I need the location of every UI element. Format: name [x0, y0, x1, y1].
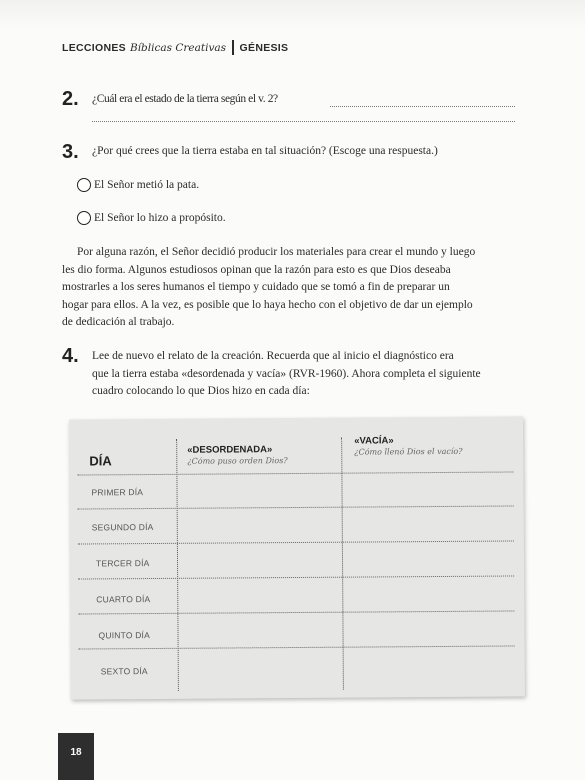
q4-line: cuadro colocando lo que Dios hizo en cada día:	[92, 385, 310, 397]
option-1[interactable]	[77, 178, 199, 192]
disordered-column-subtitle: ¿Cómo puso orden Dios?	[187, 456, 288, 466]
q4-line: que la tierra estaba «desordenada y vacía» (RVR-1960). Ahora completa el siguiente	[92, 367, 481, 380]
question-4-text	[92, 348, 522, 401]
row-divider	[78, 610, 514, 614]
book-title: GÉNESIS	[239, 41, 289, 54]
question-4-number: 4.	[62, 345, 79, 367]
para-line: mostrarles a los seres humanos el tiempo y cuidado que se tomó a fin de preparar un	[62, 281, 450, 293]
row-label-day-5: QUINTO DÍA	[98, 630, 151, 641]
column-divider-1	[176, 439, 179, 691]
row-divider	[77, 471, 513, 475]
running-header	[62, 40, 288, 55]
option-2-radio[interactable]	[77, 211, 91, 225]
question-2-number: 2.	[62, 88, 79, 110]
top-shadow	[0, 0, 585, 30]
series-script-title: Bíblicas Creativas	[129, 41, 227, 54]
empty-column-title: «VACÍA»	[354, 435, 394, 447]
row-label-day-2: SEGUNDO DÍA	[91, 522, 154, 533]
row-divider	[78, 505, 514, 509]
question-3-number: 3.	[62, 141, 79, 163]
answer-line-2[interactable]	[92, 121, 515, 122]
option-1-radio[interactable]	[77, 178, 91, 192]
para-line: les dio forma. Algunos estudiosos opinan que la razón para esto es que Dios deseaba	[62, 263, 451, 276]
row-divider	[78, 575, 514, 579]
para-line: Por alguna razón, el Señor decidió producir los materiales para crear el mundo y luego	[77, 246, 476, 258]
option-2[interactable]	[77, 211, 226, 225]
row-label-day-3: TERCER DÍA	[95, 558, 150, 569]
para-line: de dedicación al trabajo.	[62, 316, 175, 328]
header-separator	[232, 40, 234, 55]
option-2-label: El Señor lo hizo a propósito.	[94, 212, 226, 224]
question-2-text: ¿Cuál era el estado de la tierra según el v. 2?	[92, 93, 278, 105]
page-number-tab	[58, 733, 94, 780]
row-label-day-6: SEXTO DÍA	[100, 666, 148, 677]
row-label-day-1: PRIMER DÍA	[91, 487, 144, 498]
creation-days-table	[69, 416, 525, 699]
empty-column-subtitle: ¿Cómo llenó Dios el vacío?	[354, 446, 463, 457]
row-divider	[78, 540, 514, 544]
row-label-day-4: CUARTO DÍA	[96, 594, 151, 605]
page-number: 18	[70, 747, 82, 758]
para-line: hogar para ellos. A la vez, es posible que lo haya hecho con el objetivo de dar un ejemplo	[62, 298, 473, 311]
series-title: LECCIONES	[62, 41, 126, 54]
day-column-header: DÍA	[89, 453, 112, 469]
body-paragraph	[62, 244, 518, 332]
answer-line-1[interactable]	[330, 106, 515, 107]
question-3-text: ¿Por qué crees que la tierra estaba en tal situación? (Escoge una respuesta.)	[92, 145, 438, 157]
disordered-column-title: «DESORDENADA»	[187, 444, 273, 456]
option-1-label: El Señor metió la pata.	[94, 179, 200, 191]
q4-line: Lee de nuevo el relato de la creación. Recuerda que al inicio el diagnóstico era	[92, 350, 454, 362]
row-divider	[79, 645, 515, 649]
column-divider-2	[341, 438, 344, 690]
